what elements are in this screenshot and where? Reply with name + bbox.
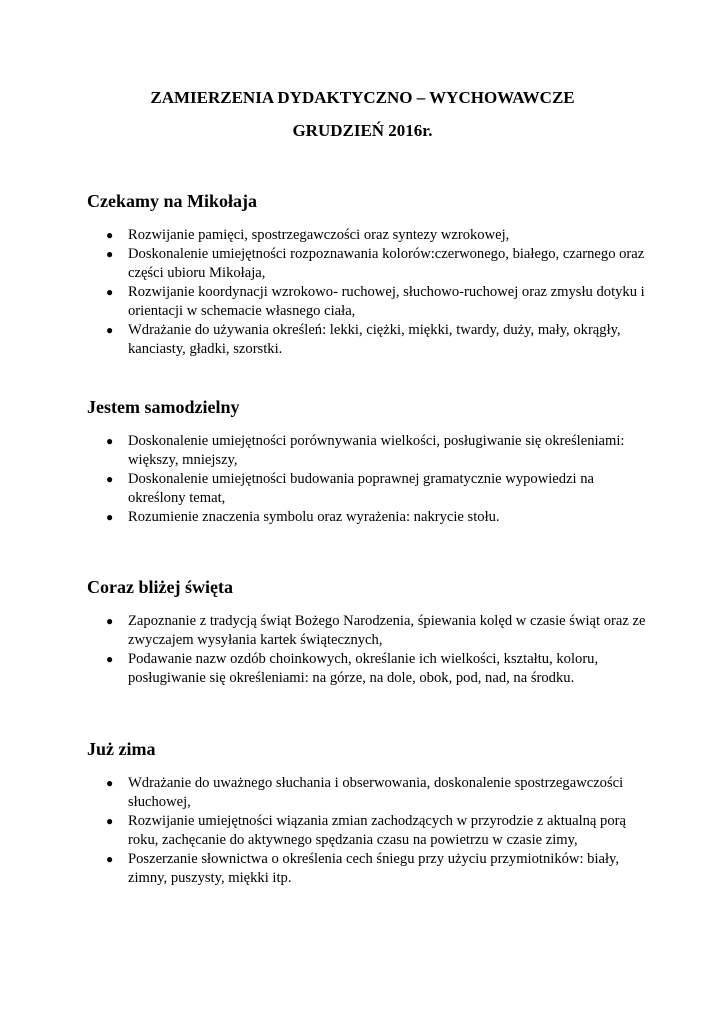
list-item [87,508,647,527]
section-jestem-samodzielny [87,396,647,527]
list-item-text: Wdrażanie do używania określeń: lekki, ciężki, miękki, twardy, duży, mały, okrągły, kanciasty, gładki, szorstki. [128,322,621,357]
list-item-text: Wdrażanie do uważnego słuchania i obserwowania, doskonalenie spostrzegawczości słuchowej, [128,775,624,810]
list-item [87,774,647,812]
list-item [87,612,647,650]
bullet-icon: ● [106,323,114,337]
bullet-icon: ● [106,247,114,261]
list-item [87,432,647,470]
bullet-icon: ● [106,285,114,299]
section-juz-zima [87,738,647,888]
bullet-list [87,432,647,527]
bullet-icon: ● [106,814,114,828]
list-item [87,283,647,321]
section-heading: Już zima [87,739,156,759]
list-item [87,321,647,359]
section-czekamy-na-mikolaja [87,190,647,359]
bullet-icon: ● [106,852,114,866]
section-heading: Coraz bliżej święta [87,577,233,597]
bullet-icon: ● [106,652,114,666]
bullet-icon: ● [106,228,114,242]
list-item-text: Doskonalenie umiejętności rozpoznawania kolorów:czerwonego, białego, czarnego oraz części ubioru Mikołaja, [128,246,645,281]
bullet-icon: ● [106,510,114,524]
list-item-text: Doskonalenie umiejętności budowania poprawnej gramatycznie wypowiedzi na określony temat, [128,471,595,506]
page-subtitle: GRUDZIEŃ 2016r. [292,121,433,140]
list-item [87,850,647,888]
list-item-text: Rozwijanie pamięci, spostrzegawczości oraz syntezy wzrokowej, [128,227,510,243]
section-heading: Jestem samodzielny [87,397,240,417]
section-coraz-blizej-swieta [87,576,647,688]
bullet-list [87,226,647,359]
list-item-text: Rozwijanie koordynacji wzrokowo- ruchowej, słuchowo-ruchowej oraz zmysłu dotyku i orientacji w schemacie własnego ciała, [128,284,645,319]
list-item [87,226,647,245]
list-item [87,470,647,508]
list-item-text: Rozwijanie umiejętności wiązania zmian zachodzących w przyrodzie z aktualną porą roku, zachęcanie do aktywnego spędzania czasu na powietrzu w czasie zimy, [128,813,626,848]
list-item [87,812,647,850]
bullet-icon: ● [106,614,114,628]
page-title: ZAMIERZENIA DYDAKTYCZNO – WYCHOWAWCZE [150,88,575,107]
list-item-text: Poszerzanie słownictwa o określenia cech śniegu przy użyciu przymiotników: biały, zimny, puszysty, miękki itp. [128,851,620,886]
section-heading: Czekamy na Mikołaja [87,191,257,211]
list-item-text: Podawanie nazw ozdób choinkowych, określanie ich wielkości, kształtu, koloru, posługiwanie się określeniami: na górze, na dole, obok, pod, nad, na środku. [128,651,599,686]
list-item [87,245,647,283]
bullet-icon: ● [106,434,114,448]
bullet-icon: ● [106,472,114,486]
list-item [87,650,647,688]
bullet-icon: ● [106,776,114,790]
list-item-text: Rozumienie znaczenia symbolu oraz wyrażenia: nakrycie stołu. [128,509,500,525]
bullet-list [87,612,647,688]
bullet-list [87,774,647,888]
list-item-text: Zapoznanie z tradycją świąt Bożego Narodzenia, śpiewania kolęd w czasie świąt oraz ze zwyczajem wysyłania kartek świątecznych, [128,613,646,648]
list-item-text: Doskonalenie umiejętności porównywania wielkości, posługiwanie się określeniami: większy, mniejszy, [128,433,625,468]
